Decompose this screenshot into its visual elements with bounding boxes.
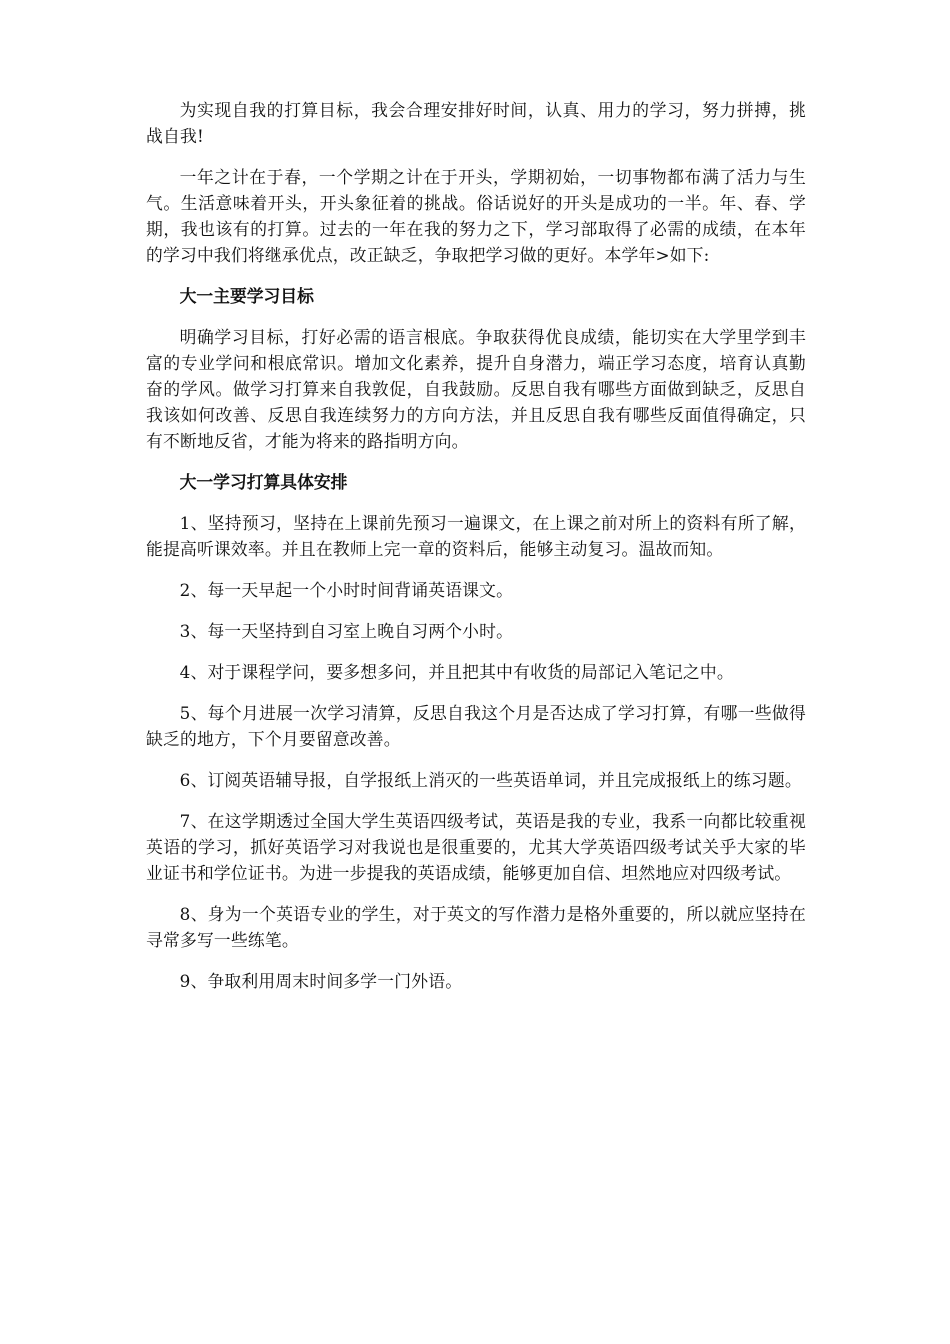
intro-paragraph: 为实现自我的打算目标，我会合理安排好时间，认真、用力的学习，努力拼搏，挑战自我! <box>146 100 806 146</box>
plan-item-9: 9、争取利用周末时间多学一门外语。 <box>179 971 463 991</box>
document-page <box>146 97 806 1009</box>
plan-item-6: 6、订阅英语辅导报，自学报纸上消灭的一些英语单词，并且完成报纸上的练习题。 <box>179 770 802 790</box>
section-heading-plan: 大一学习打算具体安排 <box>179 472 348 492</box>
plan-item-8: 8、身为一个英语专业的学生，对于英文的写作潜力是格外重要的，所以就应坚持在寻常多写一些练笔。 <box>146 904 806 950</box>
goals-paragraph: 明确学习目标，打好必需的语言根底。争取获得优良成绩，能切实在大学里学到丰富的专业学问和根底常识。增加文化素养，提升自身潜力，端正学习态度，培育认真勤奋的学风。做学习打算来自我敦促，自我鼓励。反思自我有哪些方面做到缺乏，反思自我该如何改善、反思自我连续努力的方向方法，并且反思自我有哪些反面值得确定，只有不断地反省，才能为将来的路指明方向。 <box>146 327 806 451</box>
section-heading-goals: 大一主要学习目标 <box>179 286 314 306</box>
plan-item-7: 7、在这学期透过全国大学生英语四级考试，英语是我的专业，我系一向都比较重视英语的学习，抓好英语学习对我说也是很重要的，尤其大学英语四级考试关乎大家的毕业证书和学位证书。为进一步提我的英语成绩，能够更加自信、坦然地应对四级考试。 <box>146 811 806 883</box>
background-paragraph: 一年之计在于春，一个学期之计在于开头，学期初始，一切事物都布满了活力与生气。生活意味着开头，开头象征着的挑战。俗话说好的开头是成功的一半。年、春、学期，我也该有的打算。过去的一年在我的努力之下，学习部取得了必需的成绩，在本年的学习中我们将继承优点，改正缺乏，争取把学习做的更好。本学年>如下: <box>146 167 806 265</box>
plan-item-3: 3、每一天坚持到自习室上晚自习两个小时。 <box>179 621 514 641</box>
plan-item-1: 1、坚持预习，坚持在上课前先预习一遍课文，在上课之前对所上的资料有所了解，能提高听课效率。并且在教师上完一章的资料后，能够主动复习。温故而知。 <box>146 513 806 559</box>
plan-item-4: 4、对于课程学问，要多想多问，并且把其中有收货的局部记入笔记之中。 <box>179 662 734 682</box>
plan-item-2: 2、每一天早起一个小时时间背诵英语课文。 <box>179 580 514 600</box>
plan-item-5: 5、每个月进展一次学习清算，反思自我这个月是否达成了学习打算，有哪一些做得缺乏的地方，下个月要留意改善。 <box>146 703 806 749</box>
